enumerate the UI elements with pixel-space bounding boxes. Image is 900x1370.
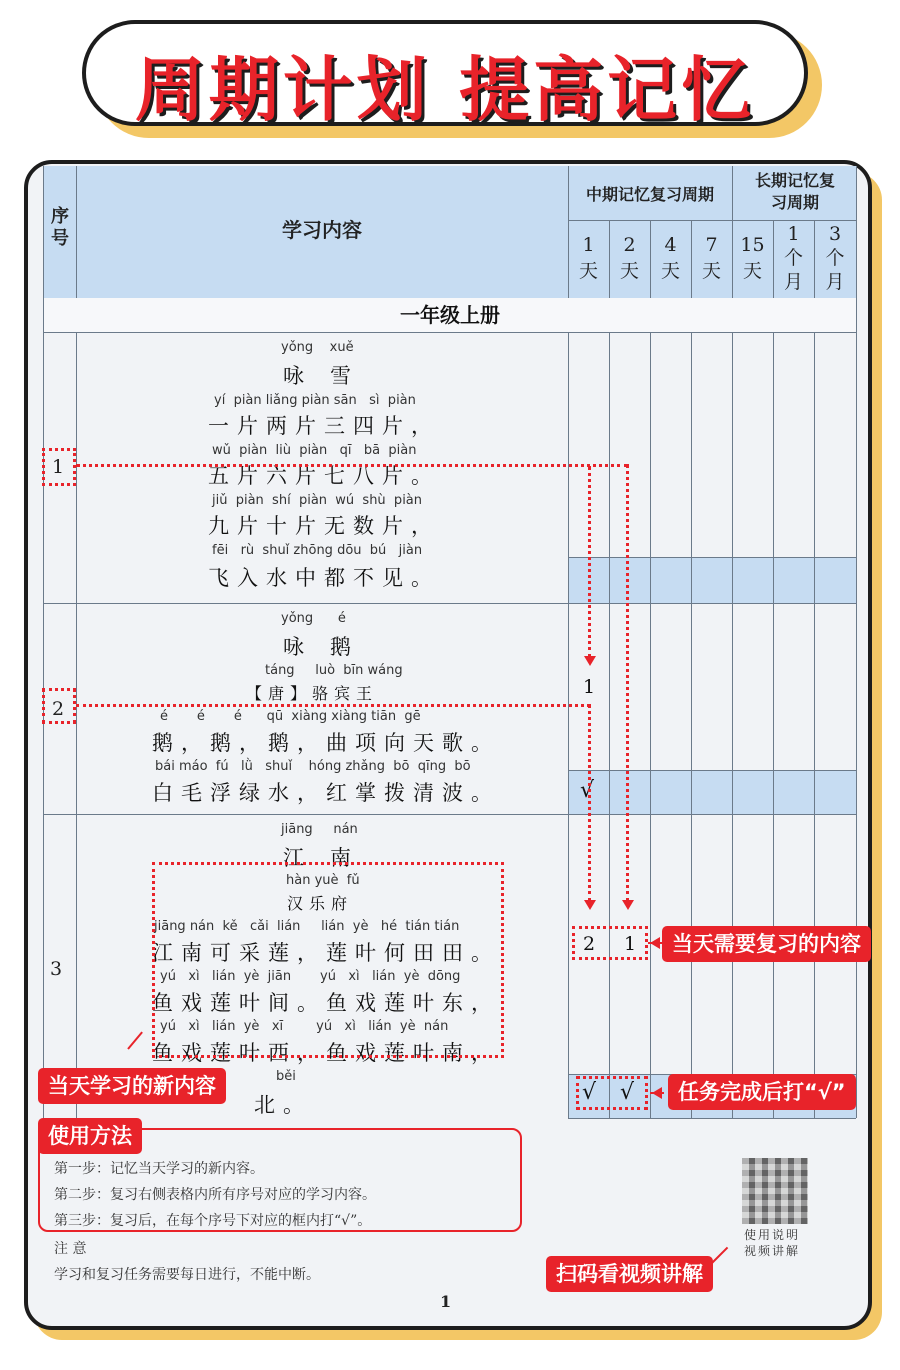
arrow-down-day1-row3 — [584, 900, 596, 910]
note-text: 学习和复习任务需要每日进行，不能中断。 — [54, 1267, 320, 1283]
row1-line4: 飞入水中都不见。 — [208, 566, 440, 590]
row3-day2-value: 1 — [624, 933, 637, 955]
row2-author: 【唐】骆宾王 — [246, 684, 379, 703]
row1-line4-pinyin: fēi rù shuǐ zhōng dōu bú jiàn — [212, 543, 423, 558]
arrow-up-qr — [711, 1247, 728, 1264]
qr-caption-line2: 视频讲解 — [744, 1244, 801, 1258]
row1-line1-pinyin: yí piàn liǎng piàn sān sì piàn — [214, 393, 416, 408]
row3-line1-pinyin: jiāng nán kě cǎi lián lián yè hé tián tián — [154, 919, 460, 934]
row3-line4-pinyin: běi — [276, 1069, 296, 1084]
header-mid-group: 中期记忆复习周期 — [585, 185, 714, 204]
row2-day1-value: 1 — [583, 676, 596, 698]
qr-caption-line1: 使用说明 — [744, 1228, 801, 1242]
row3-line1: 江南可采莲，莲叶何田田。 — [152, 941, 500, 965]
row3-title-pinyin: jiāng nán — [281, 822, 358, 837]
header-index: 序号 — [51, 206, 69, 249]
row3-line2-pinyin: yú xì lián yè jiān yú xì lián yè dōng — [160, 969, 461, 984]
row2-line1-pinyin: é é é qū xiàng xiàng tiān gē — [160, 709, 421, 724]
row2-author-pinyin: táng luò bīn wáng — [265, 663, 403, 678]
row3-day1-value: 2 — [583, 933, 596, 955]
row2-index: 2 — [52, 698, 65, 720]
label-today-review: 当天需要复习的内容 — [662, 926, 871, 962]
row1-line1: 一片两片三四片， — [208, 414, 440, 438]
day-col-4: 4 天 — [660, 234, 680, 282]
qr-code-pattern — [742, 1158, 808, 1224]
row3-author-pinyin: hàn yuè fǔ — [286, 873, 360, 888]
row3-line4: 北。 — [254, 1093, 312, 1117]
row2-title: 咏鹅 — [283, 635, 377, 659]
day-col-15: 15 天 — [740, 234, 765, 282]
instruction-step1: 第一步：记忆当天学习的新内容。 — [54, 1161, 264, 1177]
row3-line3-pinyin: yú xì lián yè xī yú xì lián yè nán — [160, 1019, 449, 1034]
page-number: 1 — [440, 1292, 452, 1311]
grade-title: 一年级上册 — [44, 298, 856, 332]
row2-line1: 鹅，鹅，鹅，曲项向天歌。 — [152, 731, 500, 755]
row1-check-band — [568, 557, 856, 603]
row1-line2: 五片六片七八片。 — [208, 464, 440, 488]
note-title: 注 意 — [54, 1241, 87, 1257]
arrow-down-day1-row2 — [584, 656, 596, 666]
row3-day2-check[interactable]: √ — [620, 1080, 635, 1105]
row3-line3: 鱼戏莲叶西，鱼戏莲叶南， — [152, 1041, 500, 1065]
row1-index: 1 — [52, 456, 65, 478]
label-usage: 使用方法 — [38, 1118, 142, 1154]
arrow-diag-new — [127, 1032, 143, 1050]
row3-review-highlight — [572, 926, 648, 960]
row3-index: 3 — [50, 958, 63, 980]
row1-title: 咏雪 — [283, 364, 377, 388]
arrow-down-day2 — [622, 900, 634, 910]
row3-author: 汉乐府 — [287, 894, 354, 913]
row1-line3-pinyin: jiǔ piàn shí piàn wú shù piàn — [212, 493, 423, 508]
label-scan: 扫码看视频讲解 — [546, 1256, 713, 1292]
day-col-1: 1 天 — [578, 234, 598, 282]
header-long-group: 长期记忆复习周期 — [754, 171, 835, 212]
row2-check-band — [568, 770, 856, 814]
row3-check-highlight — [576, 1076, 648, 1110]
row2-day1-check[interactable]: √ — [580, 778, 595, 803]
row3-line2: 鱼戏莲叶间。鱼戏莲叶东， — [152, 991, 500, 1015]
row1-title-pinyin: yǒng xuě — [281, 340, 354, 355]
banner-title: 周期计划 提高记忆 — [134, 49, 756, 131]
row1-line2-pinyin: wǔ piàn liù piàn qī bā piàn — [212, 443, 417, 458]
label-task-done: 任务完成后打“√” — [668, 1074, 856, 1110]
row2-line2-pinyin: bái máo fú lǜ shuǐ hóng zhǎng bō qīng bō — [155, 759, 471, 774]
row2-index-highlight — [42, 688, 76, 724]
row2-line2: 白毛浮绿水，红掌拨清波。 — [152, 781, 500, 805]
instruction-step3: 第三步：复习后，在每个序号下对应的框内打“√”。 — [54, 1213, 372, 1229]
day-col-2: 2 天 — [619, 234, 639, 282]
day-col-3m: 3 个月 — [825, 223, 845, 293]
instruction-step2: 第二步：复习右侧表格内所有序号对应的学习内容。 — [54, 1187, 376, 1203]
row1-line3: 九片十片无数片， — [208, 514, 440, 538]
label-today-new: 当天学习的新内容 — [38, 1068, 226, 1104]
row2-title-pinyin: yǒng é — [281, 611, 346, 626]
row3-new-content-highlight — [152, 862, 504, 1058]
row3-title: 江南 — [283, 846, 377, 870]
day-col-1m: 1 个月 — [783, 223, 803, 293]
day-col-7: 7 天 — [701, 234, 721, 282]
row3-day1-check[interactable]: √ — [582, 1080, 597, 1105]
header-content: 学习内容 — [282, 218, 362, 242]
row1-index-highlight — [42, 448, 76, 486]
